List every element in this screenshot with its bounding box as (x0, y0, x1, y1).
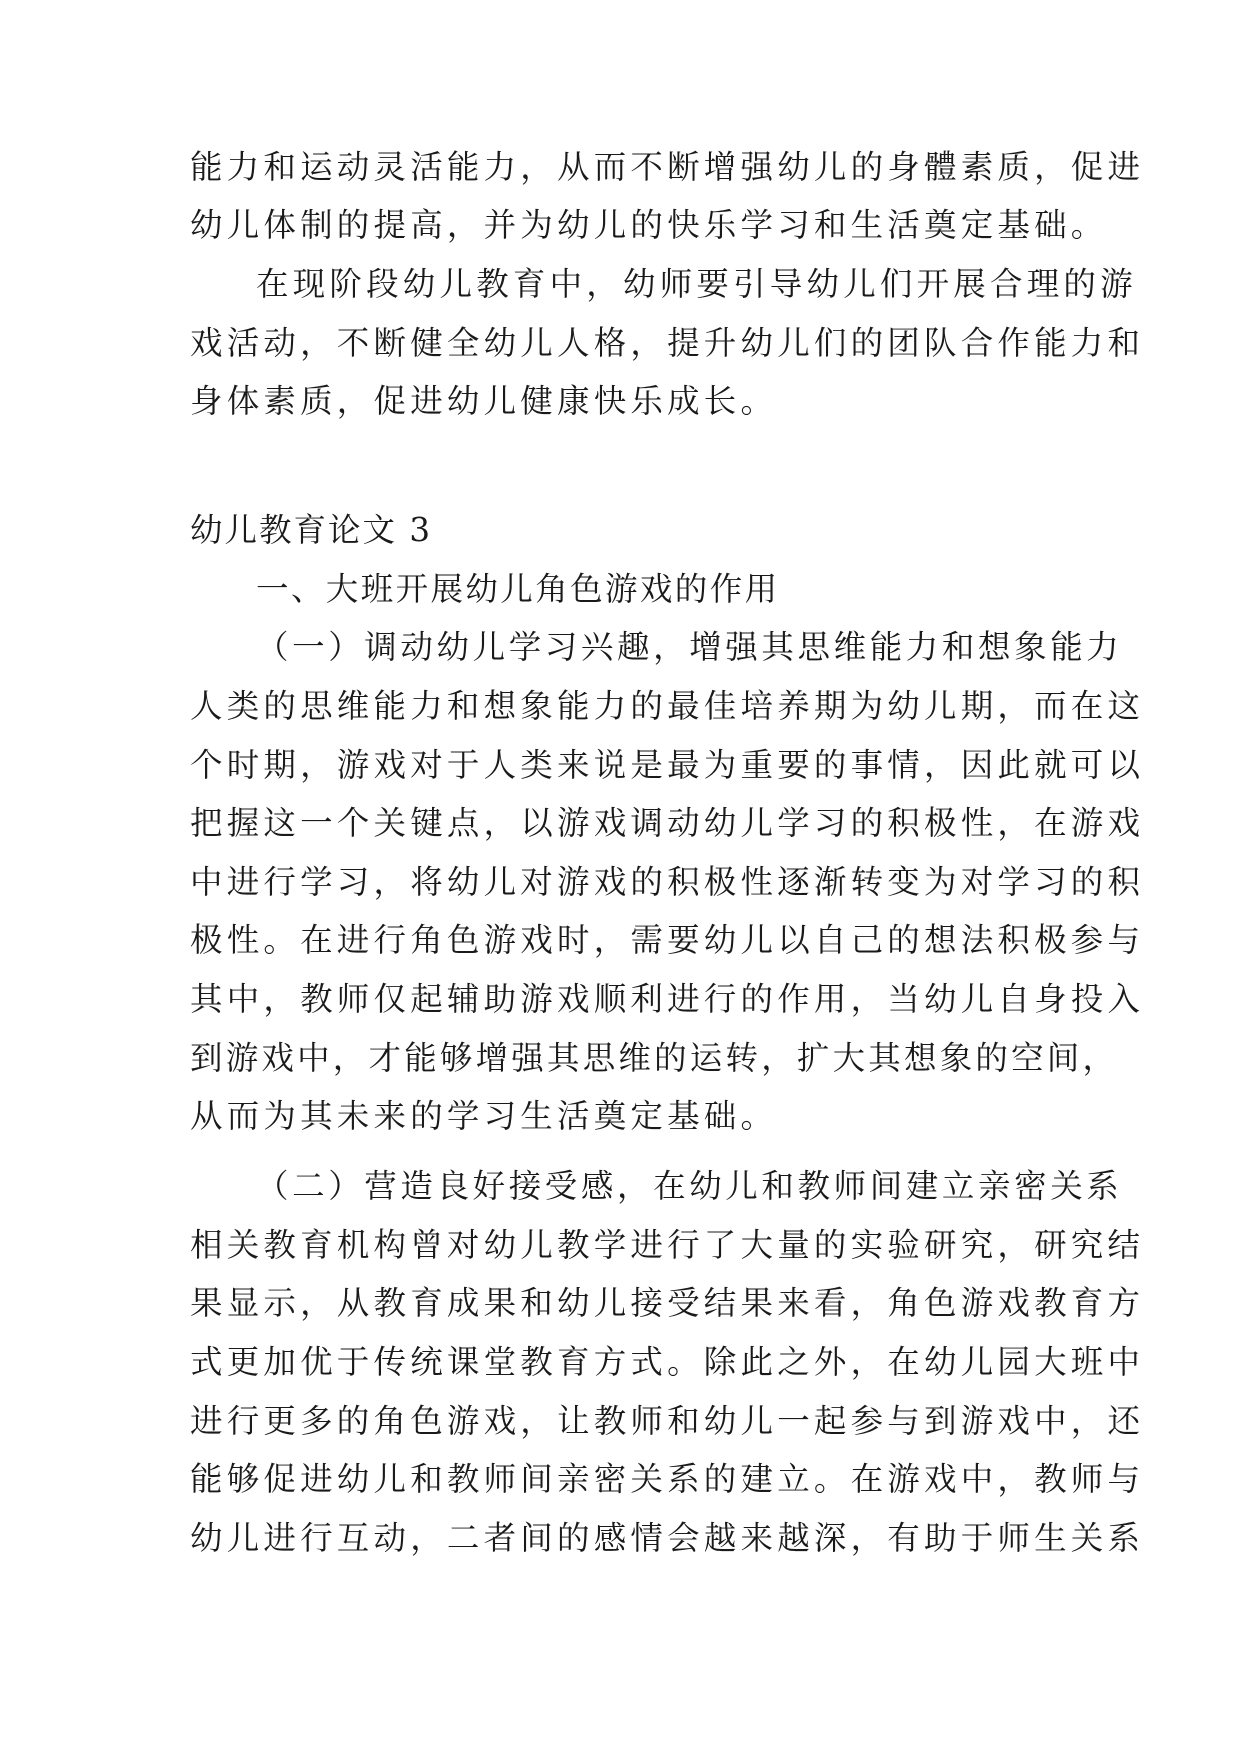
section-title: 幼儿教育论文 3 (190, 511, 433, 549)
paragraph-line: 果显示，从教育成果和幼儿接受结果来看，角色游戏教育方 (190, 1284, 1145, 1322)
paragraph-line: 幼儿进行互动，二者间的感情会越来越深，有助于师生关系 (190, 1519, 1145, 1557)
paragraph-line: 进行更多的角色游戏，让教师和幼儿一起参与到游戏中，还 (190, 1402, 1145, 1440)
subheading: （二）营造良好接受感，在幼儿和教师间建立亲密关系 (256, 1167, 1123, 1205)
paragraph-line: 从而为其未来的学习生活奠定基础。 (190, 1097, 778, 1135)
paragraph-line: 个时期，游戏对于人类来说是最为重要的事情，因此就可以 (190, 746, 1145, 784)
paragraph-line: 式更加优于传统课堂教育方式。除此之外，在幼儿园大班中 (190, 1343, 1145, 1381)
paragraph-line: 人类的思维能力和想象能力的最佳培养期为幼儿期，而在这 (190, 687, 1145, 725)
subheading: （一）调动幼儿学习兴趣，增强其思维能力和想象能力 (256, 628, 1123, 666)
paragraph-line: 其中，教师仅起辅助游戏顺利进行的作用，当幼儿自身投入 (190, 980, 1145, 1018)
heading: 一、大班开展幼儿角色游戏的作用 (256, 570, 780, 608)
paragraph-line: 身体素质，促进幼儿健康快乐成长。 (190, 382, 778, 420)
paragraph-line: 中进行学习，将幼儿对游戏的积极性逐渐转变为对学习的积 (190, 863, 1145, 901)
paragraph-line: 把握这一个关键点，以游戏调动幼儿学习的积极性，在游戏 (190, 804, 1145, 842)
paragraph-line: 极性。在进行角色游戏时，需要幼儿以自己的想法积极参与 (190, 921, 1145, 959)
paragraph-line: 戏活动，不断健全幼儿人格，提升幼儿们的团队合作能力和 (190, 324, 1145, 362)
paragraph-line: 相关教育机构曾对幼儿教学进行了大量的实验研究，研究结 (190, 1226, 1145, 1264)
paragraph-line: 能够促进幼儿和教师间亲密关系的建立。在游戏中，教师与 (190, 1460, 1145, 1498)
paragraph-line: 到游戏中，才能够增强其思维的运转，扩大其想象的空间， (190, 1039, 1119, 1077)
paragraph-line: 在现阶段幼儿教育中，幼师要引导幼儿们开展合理的游 (256, 265, 1137, 303)
paragraph-line: 能力和运动灵活能力，从而不断增强幼儿的身體素质，促进 (190, 148, 1145, 186)
paragraph-line: 幼儿体制的提高，并为幼儿的快乐学习和生活奠定基础。 (190, 206, 1108, 244)
